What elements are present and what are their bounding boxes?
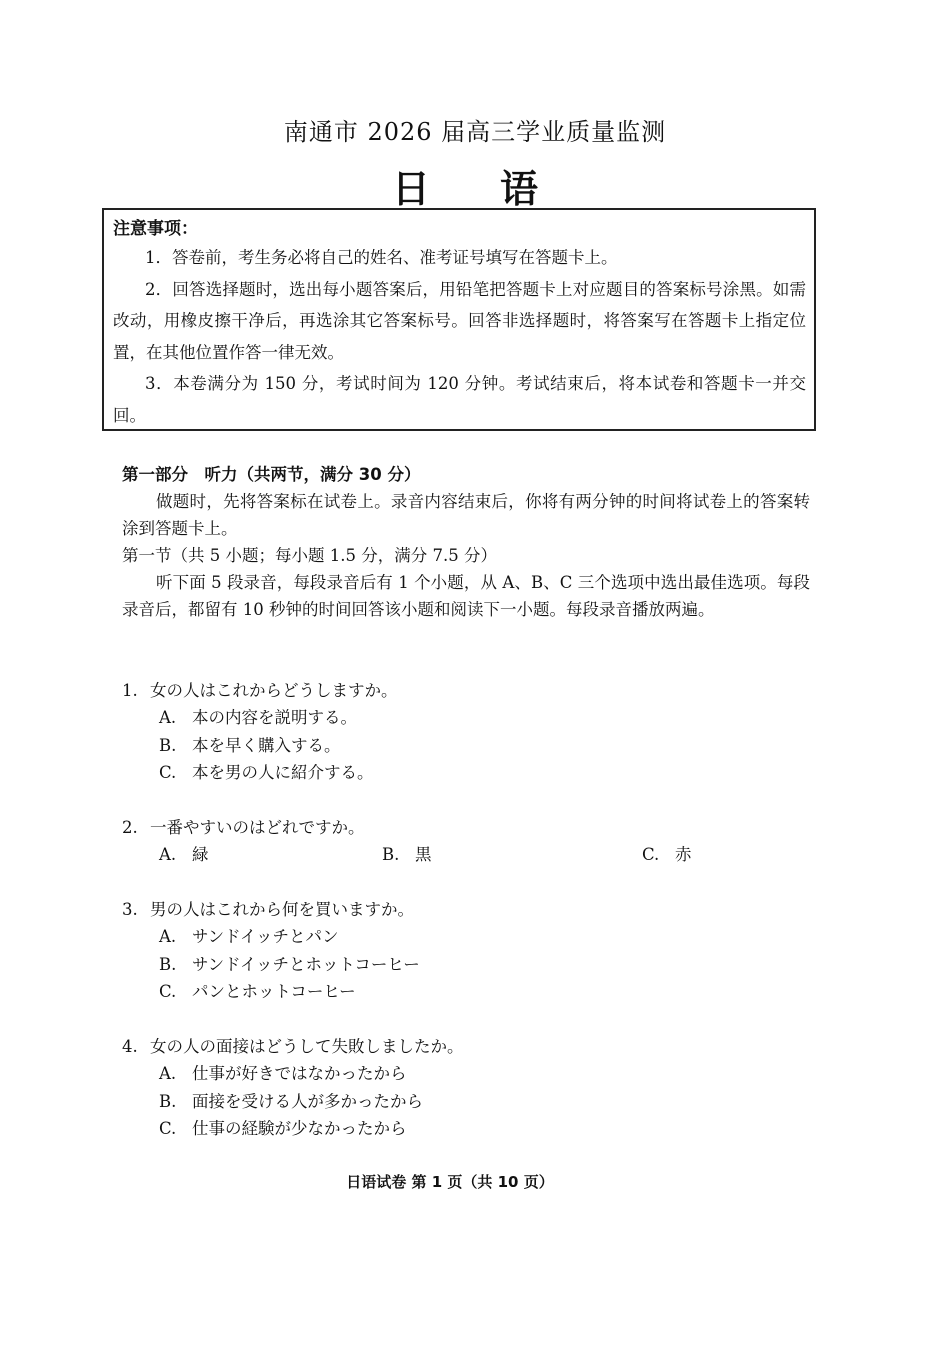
subject-title-char-1: 日 [391, 167, 430, 211]
part1-title: 第一部分 听力（共两节，满分 30 分） [122, 465, 421, 484]
question-4 [122, 1033, 812, 1142]
option-b [159, 732, 812, 759]
option-b [159, 1088, 812, 1115]
option-text: パンとホットコーヒー [192, 981, 356, 1001]
option-letter: A. [159, 927, 177, 947]
part1-instruction: 做题时，先将答案标在试卷上。录音内容结束后，你将有两分钟的时间将试卷上的答案转涂到答题卡上。 [122, 492, 810, 538]
option-letter: A. [159, 708, 177, 728]
notice-item-2: 2．回答选择题时，选出每小题答案后，用铅笔把答题卡上对应题目的答案标号涂黑。如需改动，用橡皮擦干净后，再选涂其它答案标号。回答非选择题时，将答案写在答题卡上指定位置，在其他位置作答一律无效。 [113, 279, 806, 362]
option-letter: C. [159, 1118, 177, 1138]
question-number: 2. [122, 818, 138, 837]
question-2 [122, 814, 812, 868]
question-number: 4. [122, 1037, 138, 1056]
option-c [159, 759, 812, 786]
option-c [159, 978, 812, 1005]
option-a [159, 704, 812, 731]
option-letter: B. [159, 735, 177, 755]
option-text: 仕事が好きではなかったから [192, 1064, 407, 1084]
question-stem: 女の人の面接はどうして失敗しましたか。 [150, 1037, 464, 1056]
subject-title-char-2: 语 [500, 167, 539, 211]
option-text: サンドイッチとパン [192, 927, 339, 947]
option-text: 緑 [192, 845, 209, 865]
question-stem: 一番やすいのはどれですか。 [150, 818, 365, 837]
option-letter: B. [159, 954, 177, 974]
notice-heading: 注意事项： [113, 219, 198, 239]
option-text: 本の内容を説明する。 [192, 708, 357, 728]
option-letter: A. [159, 845, 177, 865]
option-letter: B. [382, 845, 400, 865]
option-a [159, 1060, 812, 1087]
subject-title [0, 158, 930, 213]
option-text: 赤 [675, 845, 692, 865]
option-letter: C. [159, 981, 177, 1001]
option-c [642, 841, 692, 868]
page-footer: 日语试卷 第 1 页（共 10 页） [346, 1173, 554, 1191]
option-text: 黒 [415, 845, 432, 865]
option-b [159, 951, 812, 978]
option-a [159, 841, 209, 868]
question-1 [122, 677, 812, 786]
part1-section [122, 461, 810, 623]
option-text: 面接を受ける人が多かったから [192, 1091, 423, 1111]
exam-title: 南通市 2026 届高三学业质量监测 [283, 118, 667, 146]
option-letter: C. [159, 762, 177, 782]
option-row [122, 841, 812, 868]
option-letter: B. [159, 1091, 177, 1111]
option-letter: C. [642, 845, 660, 865]
notice-item-1: 1．答卷前，考生务必将自己的姓名、准考证号填写在答题卡上。 [145, 248, 618, 267]
option-letter: A. [159, 1064, 177, 1084]
option-b [382, 841, 432, 868]
question-3 [122, 896, 812, 1005]
option-text: 本を男の人に紹介する。 [192, 762, 374, 782]
notice-box [102, 208, 816, 431]
option-text: 本を早く購入する。 [192, 735, 341, 755]
option-text: 仕事の経験が少なかったから [192, 1118, 407, 1138]
option-text: サンドイッチとホットコーヒー [192, 954, 420, 974]
section1-instruction: 听下面 5 段录音，每段录音后有 1 个小题，从 A、B、C 三个选项中选出最佳选项。每段录音后，都留有 10 秒钟的时间回答该小题和阅读下一小题。每段录音播放两遍。 [122, 573, 810, 619]
question-stem: 男の人はこれから何を買いますか。 [150, 900, 414, 919]
option-c [159, 1115, 812, 1142]
question-stem: 女の人はこれからどうしますか。 [150, 681, 398, 700]
notice-item-3: 3．本卷满分为 150 分，考试时间为 120 分钟。考试结束后，将本试卷和答题卡一并交回。 [113, 374, 806, 425]
question-number: 1. [122, 681, 138, 700]
question-number: 3. [122, 900, 138, 919]
section1-title: 第一节（共 5 小题；每小题 1.5 分，满分 7.5 分） [122, 546, 497, 565]
option-a [159, 923, 812, 950]
